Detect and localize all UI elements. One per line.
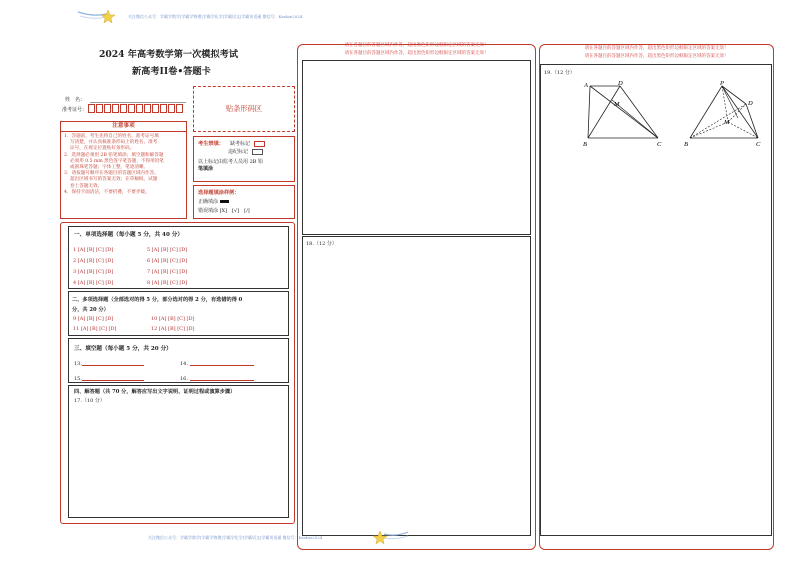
point-label-a: A <box>584 82 588 89</box>
section2-left <box>73 316 116 336</box>
q15-label: 15. <box>74 376 82 382</box>
q16-work-area[interactable] <box>302 60 531 235</box>
exam-status-box <box>193 136 295 182</box>
mc-question-row[interactable]: 11 [A] [B] [C] [D] <box>73 326 117 332</box>
mc-question-row[interactable]: 1 [A] [B] [C] [D] <box>73 247 114 253</box>
mc-question-row[interactable]: 3 [A] [B] [C] [D] <box>73 269 114 275</box>
q16-label: 16. <box>180 376 188 382</box>
wrong-fill-label: 错误填涂 [X] [√] [/] <box>198 208 250 214</box>
middle-warning-1: 请在各题目的答题区域内作答，超出黑色矩形边框限定区域的答案无效！ <box>344 43 489 48</box>
section1-right <box>147 247 187 291</box>
q13-answer-line[interactable] <box>82 365 144 366</box>
q18-label: 18.（12 分） <box>306 241 337 247</box>
section2-title-2: 分，共 20 分） <box>72 307 109 313</box>
section4-title: 四、解答题（共 70 分，解答应写出文字说明、证明过程或演算步骤） <box>74 389 236 395</box>
notice-line: 2．选择题必须用 2B 铅笔填涂；填空题和解答题 <box>64 152 164 158</box>
section2-title: 二、多项选择题（全部选对的得 5 分，部分选对的得 2 分，有选错的得 0 <box>72 297 243 303</box>
notice-line: 写清楚，并认真核准条形码上的姓名、准考 <box>70 140 158 146</box>
page-subtitle: 新高考II卷•答题卡 <box>132 66 211 77</box>
right-warning-2: 请在各题目的答题区域内作答，超出黑色矩形边框限定区域的答案无效！ <box>584 54 729 59</box>
mc-question-row[interactable]: 12 [A] [B] [C] [D] <box>151 326 195 332</box>
mc-question-row[interactable]: 8 [A] [B] [C] [D] <box>147 280 188 286</box>
point-label-b: B <box>684 141 688 148</box>
fill-example-box <box>193 185 295 219</box>
proctor-note: 以上标记由监考人员用 2B 铅 <box>198 159 264 165</box>
q14-label: 14. <box>180 361 188 367</box>
point-label-p: P <box>720 80 724 87</box>
section3-title: 三、填空题（每小题 5 分，共 20 分） <box>74 346 172 352</box>
notice-list <box>61 132 186 196</box>
mc-question-row[interactable]: 7 [A] [B] [C] [D] <box>147 269 188 275</box>
middle-warning-2: 请在各题目的答题区域内作答，超出黑色矩形边框限定区域的答案无效！ <box>344 51 489 56</box>
q19-label: 19.（12 分） <box>544 70 575 76</box>
violation-checkbox[interactable] <box>252 149 263 155</box>
q19-left-figure <box>580 78 668 150</box>
notice-line: 1．答题前，考生先将自己的姓名，准考证号填 <box>64 134 159 139</box>
notice-line: 3．请按题号顺序在各题目的答题区域内作答， <box>64 171 159 177</box>
notice-line: 超出区域书写的答案无效；在草稿纸、试题 <box>70 177 158 183</box>
notice-box <box>60 121 187 219</box>
q16-answer-line[interactable] <box>190 380 254 381</box>
barcode-area <box>193 86 295 132</box>
q14-answer-line[interactable] <box>190 365 254 366</box>
mc-question-row[interactable]: 6 [A] [B] [C] [D] <box>147 258 188 264</box>
point-label-d: D <box>618 80 623 87</box>
q15-answer-line[interactable] <box>82 380 144 381</box>
notice-line: 卷上答题无效。 <box>70 183 103 189</box>
barcode-label: 贴条形码区 <box>226 104 262 113</box>
correct-fill-label: 正确填涂 <box>198 199 219 205</box>
absent-label: 缺考标记 <box>229 141 250 147</box>
point-label-m: M <box>614 101 620 108</box>
bottom-star-logo <box>370 528 410 548</box>
mc-question-row[interactable]: 10 [A] [B] [C] [D] <box>151 316 195 322</box>
section1-title: 一、单项选择题（每小题 5 分，共 40 分） <box>74 232 183 238</box>
section2-right <box>151 316 194 336</box>
mc-question-row[interactable]: 2 [A] [B] [C] [D] <box>73 258 114 264</box>
name-field[interactable] <box>90 102 186 103</box>
id-boxes[interactable] <box>88 104 184 113</box>
exam-status-label: 考生禁填： <box>198 141 224 147</box>
fill-example-label: 选择题填涂样例： <box>198 190 240 196</box>
id-label: 准考证号： <box>62 107 88 113</box>
violation-label: 违纪标记 <box>228 149 249 155</box>
mc-question-row[interactable]: 4 [A] [B] [C] [D] <box>73 280 114 286</box>
q17-label: 17.（10 分） <box>74 398 105 404</box>
proctor-note-2: 笔填涂 <box>198 166 214 172</box>
notice-heading: 注意事项 <box>61 122 186 132</box>
section1-left <box>73 247 113 291</box>
absent-checkbox[interactable] <box>254 141 265 147</box>
top-star-logo <box>76 8 116 26</box>
notice-line: 证号，在规定位置贴好条形码。 <box>70 146 135 152</box>
point-label-c: C <box>756 141 761 148</box>
notice-line: 4．保持卡面清洁，不要折叠，不要弄破。 <box>64 189 150 195</box>
correct-fill-sample <box>220 200 229 203</box>
top-note: 关注微信公众号：学霸学数学|学霸学物理|学霸学化学|学霸语文|学霸英语通 微信号：Kesbie2024 <box>128 14 303 19</box>
point-label-b: B <box>583 141 587 148</box>
page-title: 2024 年高考数学第一次模拟考试 <box>99 49 239 60</box>
mc-question-row[interactable]: 9 [A] [B] [C] [D] <box>73 316 114 322</box>
notice-line: 或圆珠笔答题；字体工整，笔迹清晰。 <box>70 165 149 171</box>
right-warning-1: 请在各题目的答题区域内作答，超出黑色矩形边框限定区域的答案无效！ <box>584 46 729 51</box>
point-label-c: C <box>657 141 662 148</box>
mc-question-row[interactable]: 5 [A] [B] [C] [D] <box>147 247 188 253</box>
section4-box[interactable] <box>68 385 289 518</box>
q13-label: 13. <box>74 361 82 367</box>
name-label: 姓 名： <box>65 97 86 103</box>
point-label-d: D <box>748 100 753 107</box>
bottom-note: 关注微信公众号：学霸学数学|学霸学物理|学霸学化学|学霸语文|学霸英语通 微信号：Kesbie2024 <box>148 535 323 540</box>
q18-answer-area[interactable] <box>302 236 531 536</box>
q19-right-figure <box>680 78 770 150</box>
notice-line: 必须用 0.5 mm 黑色签字笔答题，不得用铅笔 <box>70 158 164 164</box>
point-label-m: M <box>724 119 730 126</box>
